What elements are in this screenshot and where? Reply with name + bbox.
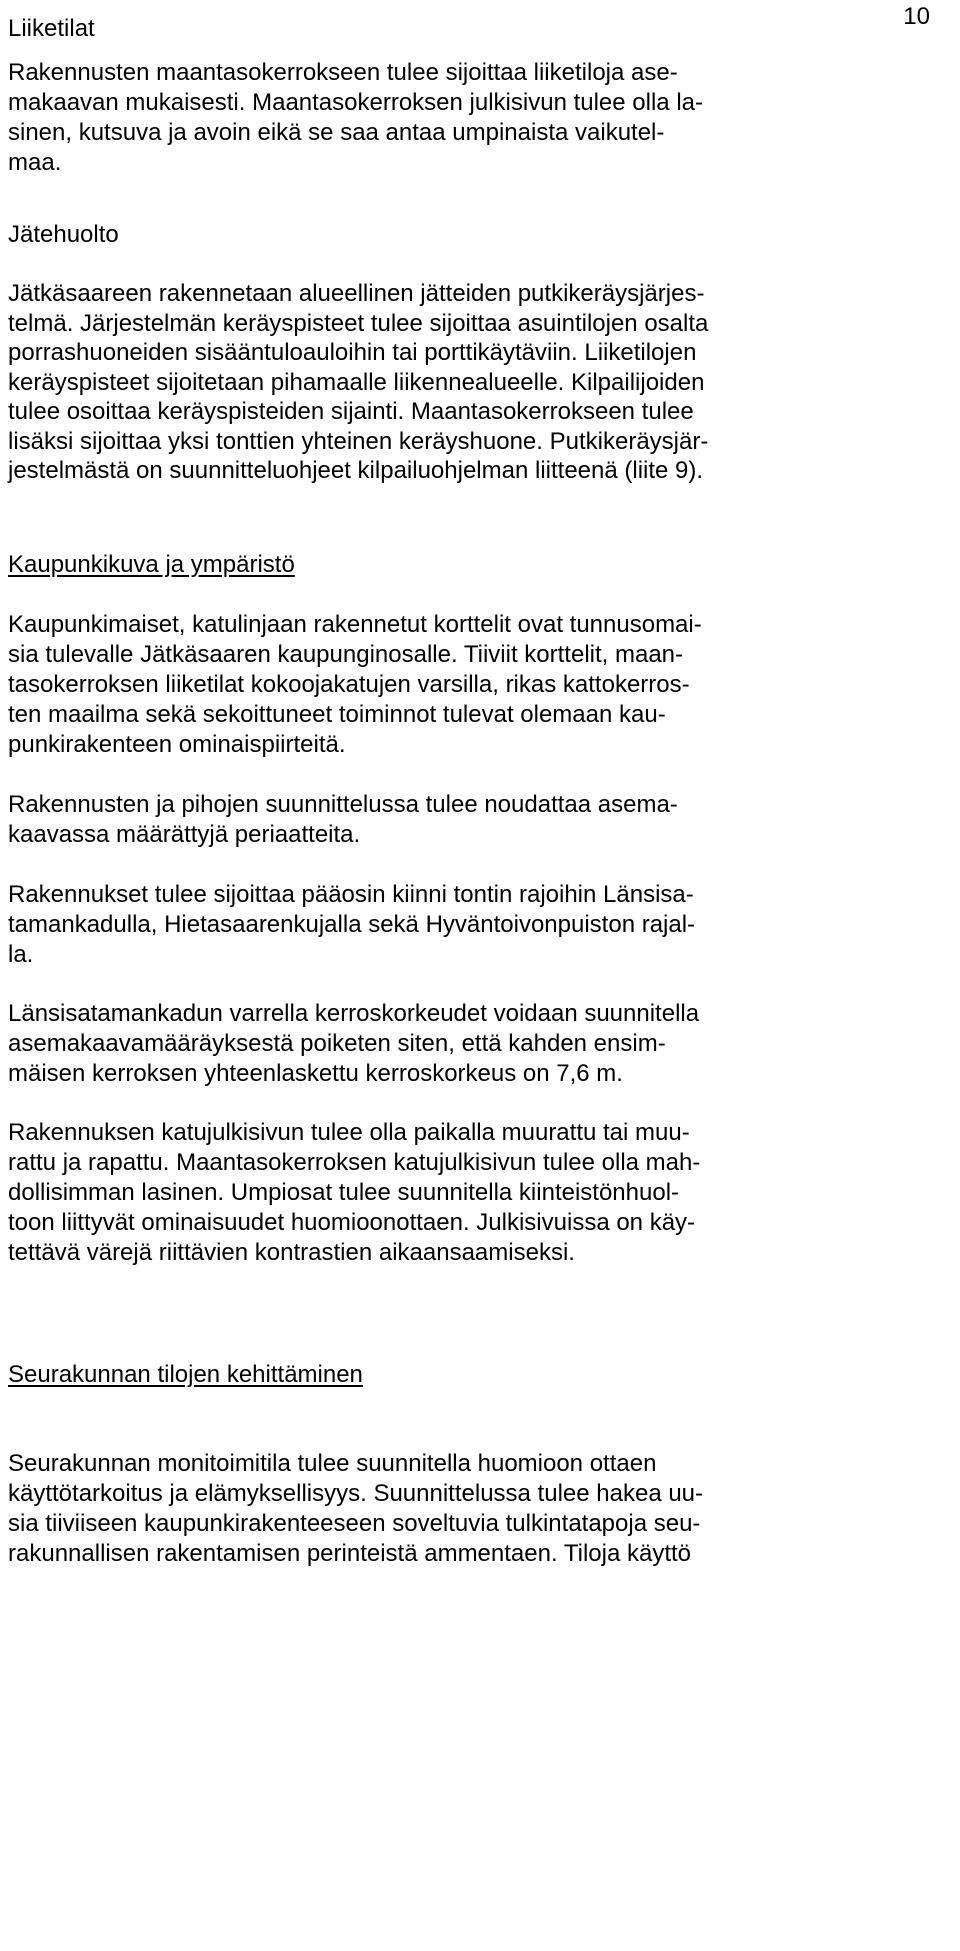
kaupunkikuva-heading: Kaupunkikuva ja ympäristö xyxy=(8,551,295,578)
text-line: sinen, kutsuva ja avoin eikä se saa antaa umpinaista vaikutel- xyxy=(8,119,665,146)
text-line: Rakennukset tulee sijoittaa pääosin kiinni tontin rajoihin Länsisa- xyxy=(8,881,694,908)
jatehuolto-heading: Jätehuolto xyxy=(8,221,119,248)
page-number: 10 xyxy=(903,3,930,30)
text-line: porrashuoneiden sisääntuloauloihin tai porttikäytäviin. Liiketilojen xyxy=(8,339,697,366)
text-line: sia tulevalle Jätkäsaaren kaupunginosalle. Tiiviit korttelit, maan- xyxy=(8,641,684,668)
liiketilat-paragraph xyxy=(8,58,930,178)
text-line: tasokerroksen liiketilat kokoojakatujen varsilla, rikas kattokerros- xyxy=(8,671,690,698)
kaupunkikuva-paragraph-5 xyxy=(8,1118,930,1268)
kaupunkikuva-paragraph-4 xyxy=(8,999,930,1089)
text-line: tamankadulla, Hietasaarenkujalla sekä Hyväntoivonpuiston rajal- xyxy=(8,911,696,938)
text-line: rattu ja rapattu. Maantasokerroksen katujulkisivun tulee olla mah- xyxy=(8,1149,701,1176)
text-line: Rakennusten ja pihojen suunnittelussa tulee noudattaa asema- xyxy=(8,791,678,818)
text-line: lisäksi sijoittaa yksi tonttien yhteinen keräyshuone. Putkikeräysjär- xyxy=(8,427,709,455)
text-line: la. xyxy=(8,941,34,968)
text-line: mäisen kerroksen yhteenlaskettu kerroskorkeus on 7,6 m. xyxy=(8,1060,623,1087)
text-line: tettävä värejä riittävien kontrastien aikaansaamiseksi. xyxy=(8,1239,575,1266)
text-line: maa. xyxy=(8,149,62,176)
text-line: toon liittyvät ominaisuudet huomioonottaen. Julkisivuissa on käy- xyxy=(8,1209,696,1236)
text-line: Rakennusten maantasokerrokseen tulee sijoittaa liiketiloja ase- xyxy=(8,59,678,86)
text-line: Rakennuksen katujulkisivun tulee olla paikalla muurattu tai muu- xyxy=(8,1119,690,1146)
text-line: jestelmästä on suunnitteluohjeet kilpailuohjelman liitteenä (liite 9). xyxy=(8,457,704,484)
text-line: rakunnallisen rakentamisen perinteistä ammentaen. Tiloja käyttö xyxy=(8,1540,692,1567)
text-line: tulee osoittaa keräyspisteiden sijainti. Maantasokerrokseen tulee xyxy=(8,398,694,425)
jatehuolto-paragraph xyxy=(8,279,930,486)
kaupunkikuva-paragraph-2 xyxy=(8,790,930,850)
text-line: Seurakunnan monitoimitila tulee suunnitella huomioon ottaen xyxy=(8,1450,657,1477)
text-line: Jätkäsaareen rakennetaan alueellinen jätteiden putkikeräysjärjes- xyxy=(8,280,705,307)
text-line: dollisimman lasinen. Umpiosat tulee suunnitella kiinteistönhuol- xyxy=(8,1179,680,1206)
text-line: Kaupunkimaiset, katulinjaan rakennetut korttelit ovat tunnusomai- xyxy=(8,611,702,638)
text-line: sia tiiviiseen kaupunkirakenteeseen soveltuvia tulkintatapoja seu- xyxy=(8,1510,701,1537)
text-line: makaavan mukaisesti. Maantasokerroksen julkisivun tulee olla la- xyxy=(8,89,703,116)
kaupunkikuva-paragraph-3 xyxy=(8,880,930,970)
text-line: Länsisatamankadun varrella kerroskorkeudet voidaan suunnitella xyxy=(8,1000,700,1027)
text-line: käyttötarkoitus ja elämyksellisyys. Suunnittelussa tulee hakea uu- xyxy=(8,1480,704,1507)
text-line: punkirakenteen ominaispiirteitä. xyxy=(8,731,346,758)
seurakunta-paragraph xyxy=(8,1449,930,1569)
kaupunkikuva-paragraph-1 xyxy=(8,610,930,760)
text-line: asemakaavamääräyksestä poiketen siten, että kahden ensim- xyxy=(8,1030,666,1057)
top-heading: Liiketilat xyxy=(8,15,95,42)
text-line: kaavassa määrättyjä periaatteita. xyxy=(8,821,361,848)
seurakunta-heading: Seurakunnan tilojen kehittäminen xyxy=(8,1361,363,1388)
text-line: ten maailma sekä sekoittuneet toiminnot tulevat olemaan kau- xyxy=(8,701,666,728)
text-line: keräyspisteet sijoitetaan pihamaalle liikennealueelle. Kilpailijoiden xyxy=(8,368,705,396)
text-line: telmä. Järjestelmän keräyspisteet tulee sijoittaa asuintilojen osalta xyxy=(8,309,709,337)
